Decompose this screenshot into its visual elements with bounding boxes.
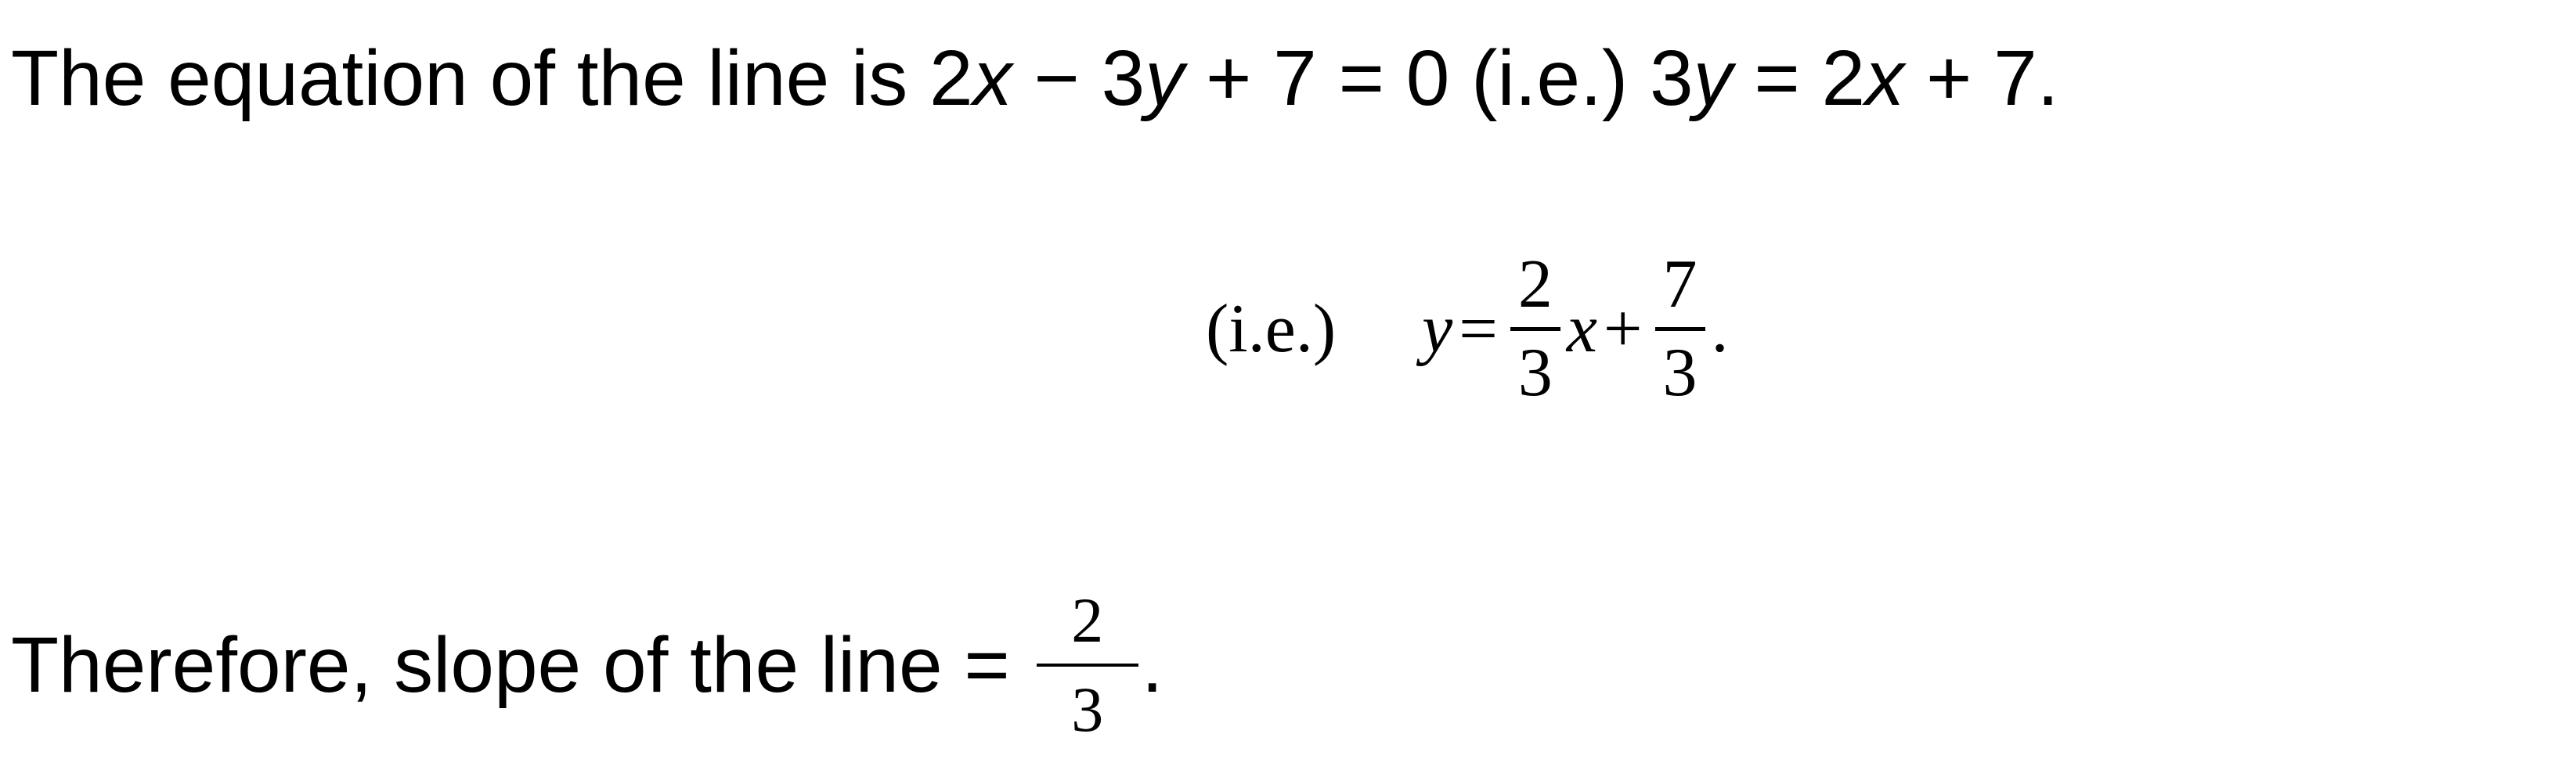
slope-conclusion — [11, 571, 1164, 759]
fraction-slope-result — [1037, 585, 1138, 745]
var-x: x — [1566, 290, 1597, 367]
fraction-numerator: 7 — [1662, 246, 1697, 322]
var-y: y — [1693, 34, 1733, 122]
fraction-bar — [1510, 327, 1560, 331]
conclusion-text: Therefore, slope of the line = — [11, 621, 1010, 709]
ie-label: (i.e.) — [1206, 290, 1337, 367]
period: . — [1711, 290, 1729, 367]
equals-sign: = — [1459, 290, 1498, 367]
line1-middle-part: + 7 = 0 (i.e.) 3 — [1184, 34, 1694, 122]
line1-equals-part: = 2 — [1732, 34, 1866, 122]
fraction-denominator: 3 — [1071, 674, 1104, 745]
slope-intercept-equation — [1206, 227, 1729, 430]
plus-sign: + — [1603, 290, 1643, 367]
var-x: x — [972, 34, 1012, 122]
var-y: y — [1145, 34, 1185, 122]
line1-suffix: + 7. — [1904, 34, 2059, 122]
line1-prefix: The equation of the line is 2 — [11, 34, 973, 122]
fraction-slope — [1510, 246, 1560, 411]
line1-minus-part: − 3 — [1012, 34, 1145, 122]
fraction-numerator: 2 — [1071, 585, 1104, 656]
period: . — [1141, 621, 1164, 709]
equation-statement — [11, 23, 2059, 133]
var-x: x — [1865, 34, 1905, 122]
fraction-denominator: 3 — [1662, 334, 1697, 411]
var-y: y — [1422, 290, 1453, 367]
fraction-bar — [1655, 327, 1705, 331]
fraction-numerator: 2 — [1517, 246, 1553, 322]
fraction-intercept — [1655, 246, 1705, 411]
fraction-bar — [1037, 664, 1138, 667]
fraction-denominator: 3 — [1517, 334, 1553, 411]
